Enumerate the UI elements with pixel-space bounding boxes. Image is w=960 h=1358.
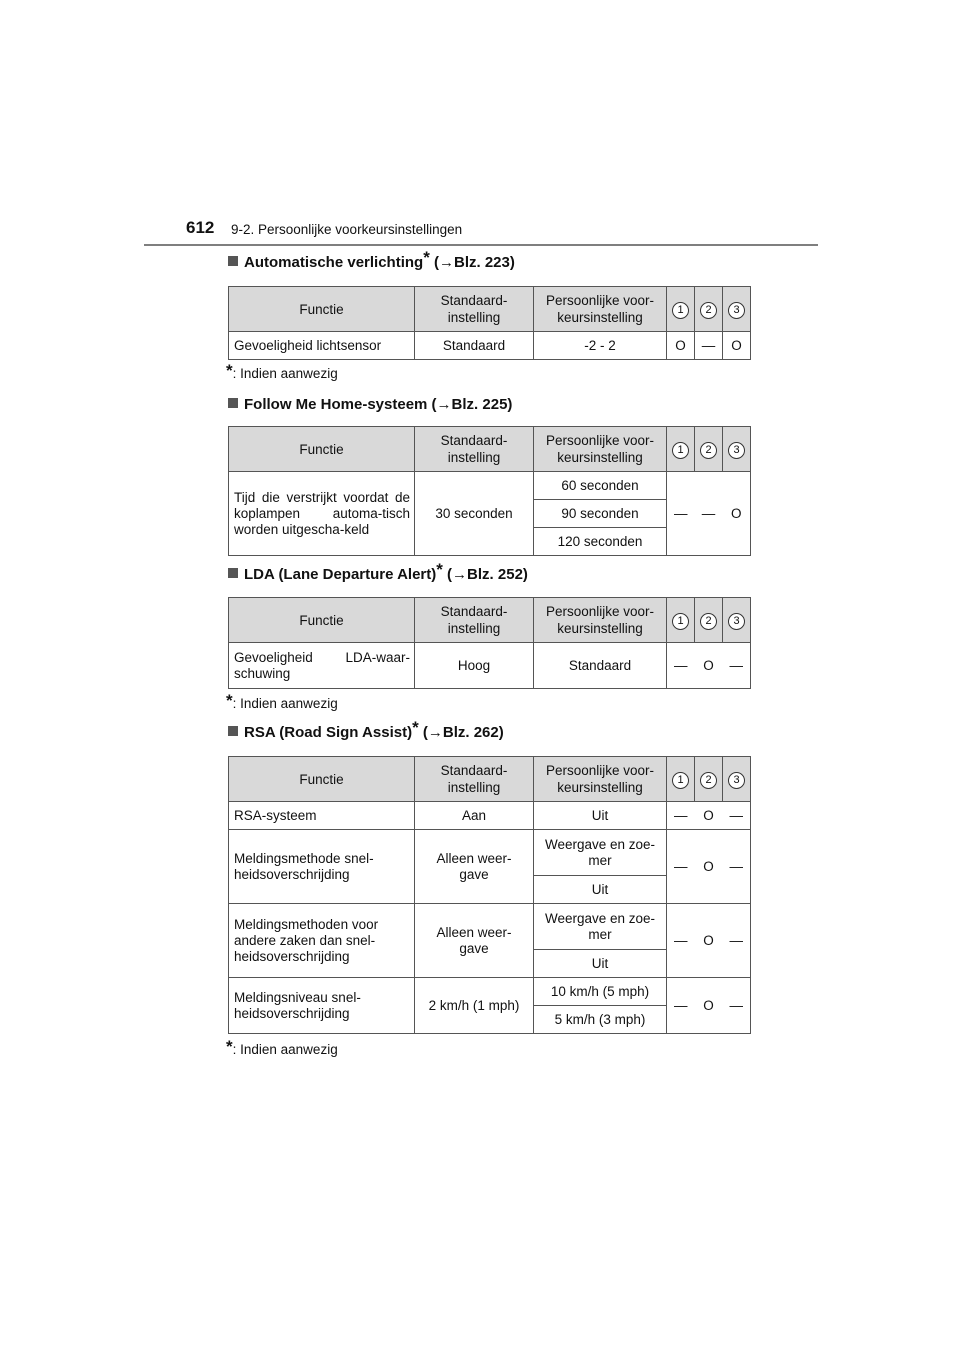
asterisk-mark: * — [436, 560, 443, 579]
cell-option: 60 seconden — [534, 472, 667, 500]
cell-c1: — — [667, 904, 695, 978]
footnote: *: Indien aanwezig — [226, 1037, 338, 1057]
table-row — [229, 472, 751, 500]
cell-default: Standaard — [415, 332, 534, 360]
cell-c3: O — [723, 332, 751, 360]
settings-table-follow-me-home — [228, 426, 751, 556]
circled-number-icon: 2 — [700, 772, 717, 789]
cell-option: 5 km/h (3 mph) — [534, 1006, 667, 1034]
header-circle-3 — [723, 427, 751, 472]
cell-default: 30 seconden — [415, 472, 534, 556]
cell-option: Weergave en zoe- mer — [534, 904, 667, 950]
circled-number-icon: 3 — [728, 772, 745, 789]
cell-option: 120 seconden — [534, 528, 667, 556]
arrow-right-icon: → — [436, 396, 452, 413]
header-rule — [144, 244, 818, 246]
header-default: Standaard- instelling — [415, 427, 534, 472]
circled-number-icon: 1 — [672, 442, 689, 459]
cell-function: Meldingsmethoden voor andere zaken dan snel- heidsoverschrijding — [229, 904, 415, 978]
chapter-title: 9-2. Persoonlijke voorkeursinstellingen — [231, 222, 463, 237]
section-title: RSA (Road Sign Assist) — [244, 724, 413, 741]
cell-default: 2 km/h (1 mph) — [415, 978, 534, 1034]
header-circle-2 — [695, 287, 723, 332]
header-circle-2 — [695, 757, 723, 802]
cell-c1: — — [667, 978, 695, 1034]
table-row — [229, 643, 751, 689]
cell-function: Tijd die verstrijkt voordat de koplampen automa-tisch worden uitgescha-keld — [229, 472, 415, 556]
cell-default: Alleen weer- gave — [415, 904, 534, 978]
header-personal: Persoonlijke voor- keursinstelling — [534, 598, 667, 643]
page-reference: Blz. 262) — [442, 724, 504, 741]
header-default: Standaard- instelling — [415, 757, 534, 802]
settings-table-automatic-lighting — [228, 286, 751, 360]
cell-c1: O — [667, 332, 695, 360]
footnote: *: Indien aanwezig — [226, 691, 338, 711]
square-bullet-icon — [228, 726, 238, 736]
header-personal: Persoonlijke voor- keursinstelling — [534, 427, 667, 472]
cell-personal: -2 - 2 — [534, 332, 667, 360]
cell-c2: O — [695, 978, 723, 1034]
circled-number-icon: 3 — [728, 302, 745, 319]
cell-c3: — — [723, 978, 751, 1034]
section-title: Automatische verlichting — [244, 254, 424, 271]
header-personal: Persoonlijke voor- keursinstelling — [534, 287, 667, 332]
square-bullet-icon — [228, 256, 238, 266]
cell-c2: O — [695, 643, 723, 689]
asterisk-mark: * — [423, 248, 430, 267]
arrow-right-icon: → — [427, 724, 443, 741]
cell-c2: O — [695, 830, 723, 904]
cell-default: Hoog — [415, 643, 534, 689]
header-circle-3 — [723, 287, 751, 332]
section-heading-follow-me-home — [228, 396, 512, 413]
table-row — [229, 904, 751, 950]
cell-option: Uit — [534, 876, 667, 904]
asterisk-mark: * — [412, 718, 419, 737]
cell-c2: — — [695, 472, 723, 556]
table-row — [229, 332, 751, 360]
header-circle-1 — [667, 287, 695, 332]
circled-number-icon: 2 — [700, 613, 717, 630]
cell-c1: — — [667, 802, 695, 830]
circled-number-icon: 1 — [672, 772, 689, 789]
cell-c1: — — [667, 643, 695, 689]
section-heading-rsa: RSA (Road Sign Assist)* (→Blz. 262) — [228, 724, 504, 741]
settings-table-rsa — [228, 756, 751, 1034]
cell-option: 90 seconden — [534, 500, 667, 528]
cell-c3: O — [723, 472, 751, 556]
header-circle-3 — [723, 757, 751, 802]
footnote: *: Indien aanwezig — [226, 361, 338, 381]
cell-option: 10 km/h (5 mph) — [534, 978, 667, 1006]
section-heading-automatic-lighting: Automatische verlichting* (→Blz. 223) — [228, 254, 515, 271]
cell-c2: O — [695, 904, 723, 978]
header-default: Standaard- instelling — [415, 287, 534, 332]
cell-c3: — — [723, 830, 751, 904]
square-bullet-icon — [228, 398, 238, 408]
page-reference: Blz. 225) — [451, 396, 513, 413]
header-circle-2 — [695, 598, 723, 643]
table-row — [229, 830, 751, 876]
header-circle-2 — [695, 427, 723, 472]
header-function: Functie — [229, 427, 415, 472]
cell-function: Meldingsniveau snel- heidsoverschrijding — [229, 978, 415, 1034]
header-function: Functie — [229, 598, 415, 643]
cell-c2: — — [695, 332, 723, 360]
header-personal: Persoonlijke voor- keursinstelling — [534, 757, 667, 802]
cell-c2: O — [695, 802, 723, 830]
circled-number-icon: 1 — [672, 302, 689, 319]
arrow-right-icon: → — [452, 566, 468, 583]
circled-number-icon: 2 — [700, 442, 717, 459]
table-row — [229, 978, 751, 1006]
cell-option: Weergave en zoe- mer — [534, 830, 667, 876]
circled-number-icon: 3 — [728, 442, 745, 459]
cell-c1: — — [667, 830, 695, 904]
circled-number-icon: 1 — [672, 613, 689, 630]
cell-default: Aan — [415, 802, 534, 830]
page-reference: Blz. 223) — [454, 254, 515, 271]
header-circle-1 — [667, 598, 695, 643]
cell-default: Alleen weer- gave — [415, 830, 534, 904]
cell-c3: — — [723, 643, 751, 689]
cell-personal: Uit — [534, 802, 667, 830]
header-circle-1 — [667, 427, 695, 472]
cell-function: Meldingsmethode snel- heidsoverschrijding — [229, 830, 415, 904]
square-bullet-icon — [228, 568, 238, 578]
section-title: Follow Me Home-systeem ( — [244, 396, 437, 413]
cell-personal: Standaard — [534, 643, 667, 689]
cell-function: RSA-systeem — [229, 802, 415, 830]
header-function: Functie — [229, 287, 415, 332]
header-circle-1 — [667, 757, 695, 802]
cell-option: Uit — [534, 950, 667, 978]
header-default: Standaard- instelling — [415, 598, 534, 643]
circled-number-icon: 3 — [728, 613, 745, 630]
cell-c1: — — [667, 472, 695, 556]
header-function: Functie — [229, 757, 415, 802]
section-title: LDA (Lane Departure Alert) — [244, 566, 437, 583]
circled-number-icon: 2 — [700, 302, 717, 319]
cell-function: Gevoeligheid lichtsensor — [229, 332, 415, 360]
arrow-right-icon: → — [439, 254, 454, 271]
table-row — [229, 802, 751, 830]
cell-c3: — — [723, 904, 751, 978]
page-number: 612 — [186, 218, 215, 237]
cell-function: Gevoeligheid LDA-waar-schuwing — [229, 643, 415, 689]
header-circle-3 — [723, 598, 751, 643]
settings-table-lda — [228, 597, 751, 689]
page-reference: Blz. 252) — [467, 566, 528, 583]
section-heading-lda: LDA (Lane Departure Alert)* (→Blz. 252) — [228, 566, 528, 583]
cell-c3: — — [723, 802, 751, 830]
